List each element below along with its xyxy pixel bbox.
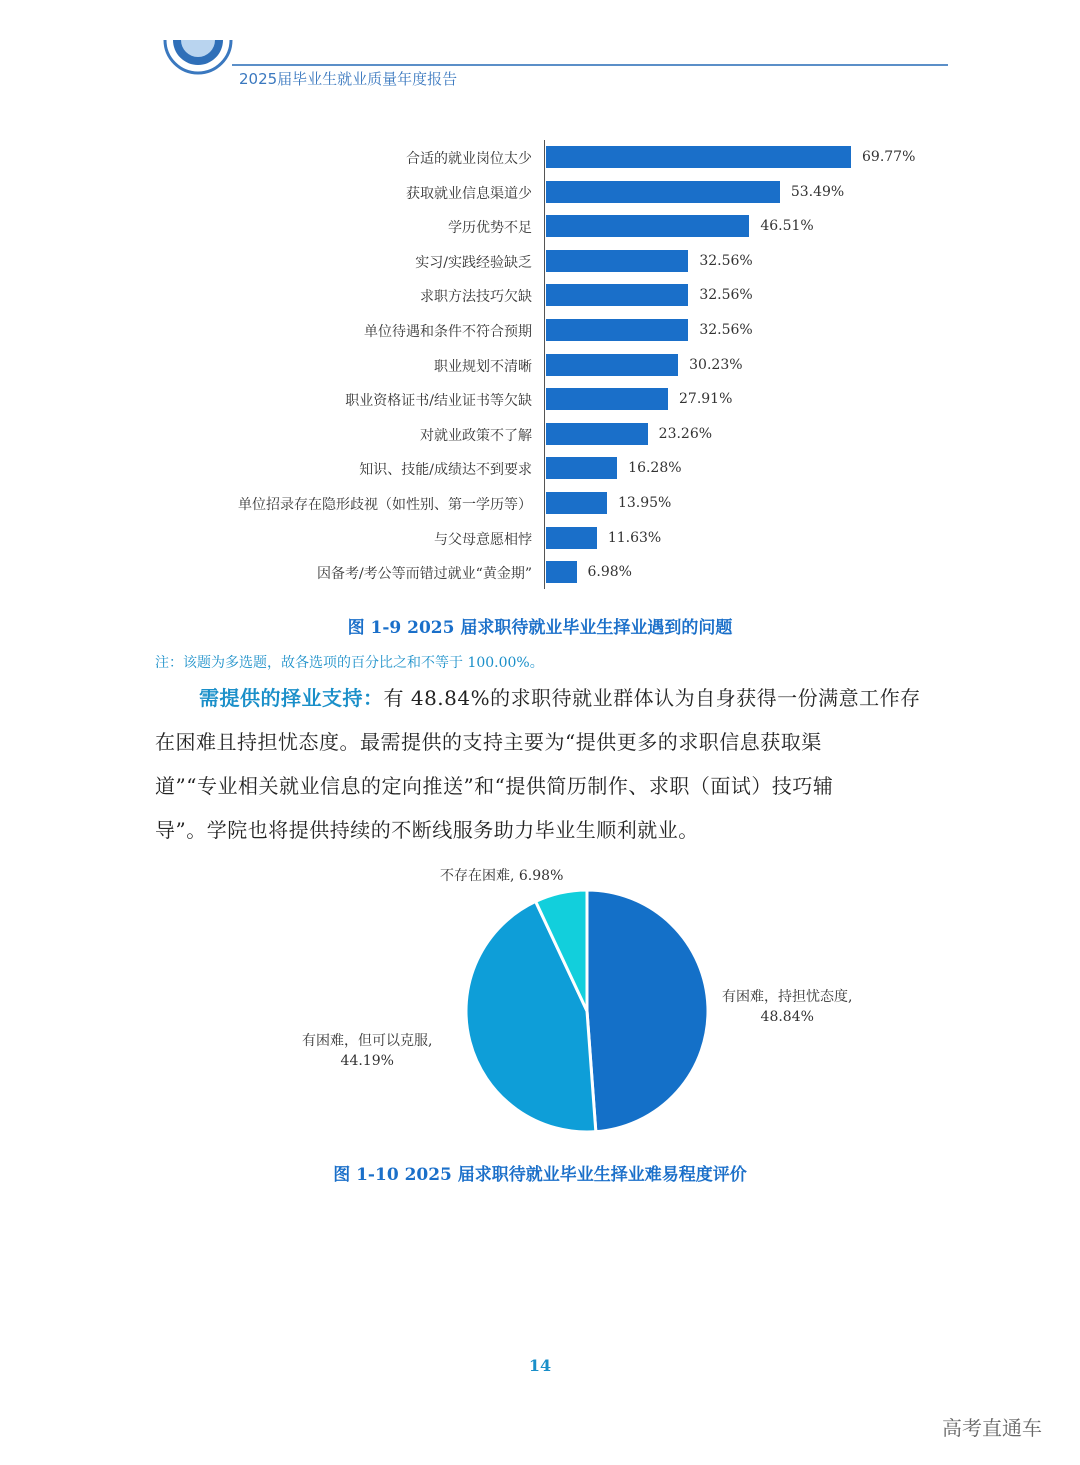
- pie-label-text: 有困难，持担忧态度,: [722, 989, 853, 1005]
- paragraph-text: 有 48.84%的求职待就业群体认为自身获得一份满意工作存: [383, 686, 921, 710]
- bar-category-label: 合适的就业岗位太少: [406, 151, 532, 167]
- bar-category-label: 学历优势不足: [448, 220, 532, 237]
- bar-value-label: 32.56%: [699, 252, 753, 269]
- bar-category-label: 单位待遇和条件不符合预期: [364, 324, 532, 340]
- bar-category-label: 职业资格证书/结业证书等欠缺: [345, 393, 532, 410]
- pie-label-overcome: [302, 1031, 432, 1071]
- chart-note: 注：该题为多选题，故各选项的百分比之和不等于 100.00%。: [155, 655, 544, 671]
- bar-value-label: 11.63%: [607, 529, 662, 546]
- bar-category-label: 单位招录存在隐形歧视（如性别、第一学历等）: [238, 497, 532, 513]
- pie-label-no-difficulty: 不存在困难, 6.98%: [440, 868, 564, 884]
- bar-value-label: 16.28%: [628, 460, 682, 477]
- paragraph-line-4: 导”。学院也将提供持续的不断线服务助力毕业生顺利就业。: [155, 818, 699, 842]
- pie-label-text: 有困难，但可以克服,: [302, 1033, 433, 1049]
- bar-category-label: 对就业政策不了解: [420, 427, 532, 444]
- bar-category-label: 求职方法技巧欠缺: [420, 289, 532, 306]
- bar-category-label: 因备考/考公等而错过就业“黄金期”: [316, 566, 532, 583]
- bar-value-label: 46.51%: [760, 218, 814, 235]
- bar-value-label: 6.98%: [587, 564, 632, 581]
- bar-value-label: 13.95%: [617, 495, 672, 511]
- bar-value-label: 32.56%: [699, 322, 753, 338]
- bar-category-label: 获取就业信息渠道少: [406, 185, 532, 202]
- pie-slice: [587, 890, 708, 1132]
- watermark: 高考直通车: [942, 1416, 1042, 1440]
- paragraph-line-3: 道”“专业相关就业信息的定向推送”和“提供简历制作、求职（面试）技巧辅: [155, 774, 834, 798]
- bar-value-label: 30.23%: [689, 356, 743, 373]
- bar-category-label: 与父母意愿相悖: [434, 531, 532, 548]
- page-number: 14: [528, 1356, 552, 1375]
- bar-category-label: 职业规划不清晰: [434, 358, 532, 375]
- pie-label-worried: [722, 987, 852, 1027]
- bar-category-label: 知识、技能/成绩达不到要求: [359, 462, 532, 479]
- paragraph-lead: 需提供的择业支持：: [199, 686, 384, 710]
- bar-value-label: 69.77%: [862, 149, 916, 165]
- bar-value-label: 27.91%: [679, 391, 733, 408]
- header-title: 2025届毕业生就业质量年度报告: [239, 70, 458, 88]
- figure-caption-1-9: 图 1-9 2025 届求职待就业毕业生择业遇到的问题: [347, 618, 733, 638]
- pie-label-value: 48.84%: [760, 1009, 814, 1025]
- figure-caption-1-10: 图 1-10 2025 届求职待就业毕业生择业难易程度评价: [333, 1165, 747, 1185]
- paragraph-line-2: 在困难且持担忧态度。最需提供的支持主要为“提供更多的求职信息获取渠: [155, 730, 822, 754]
- pie-label-value: 44.19%: [340, 1053, 394, 1069]
- bar-value-label: 23.26%: [658, 425, 713, 442]
- bar-value-label: 53.49%: [790, 183, 845, 200]
- bar-value-label: 32.56%: [699, 287, 753, 304]
- bar-category-label: 实习/实践经验缺乏: [415, 254, 532, 271]
